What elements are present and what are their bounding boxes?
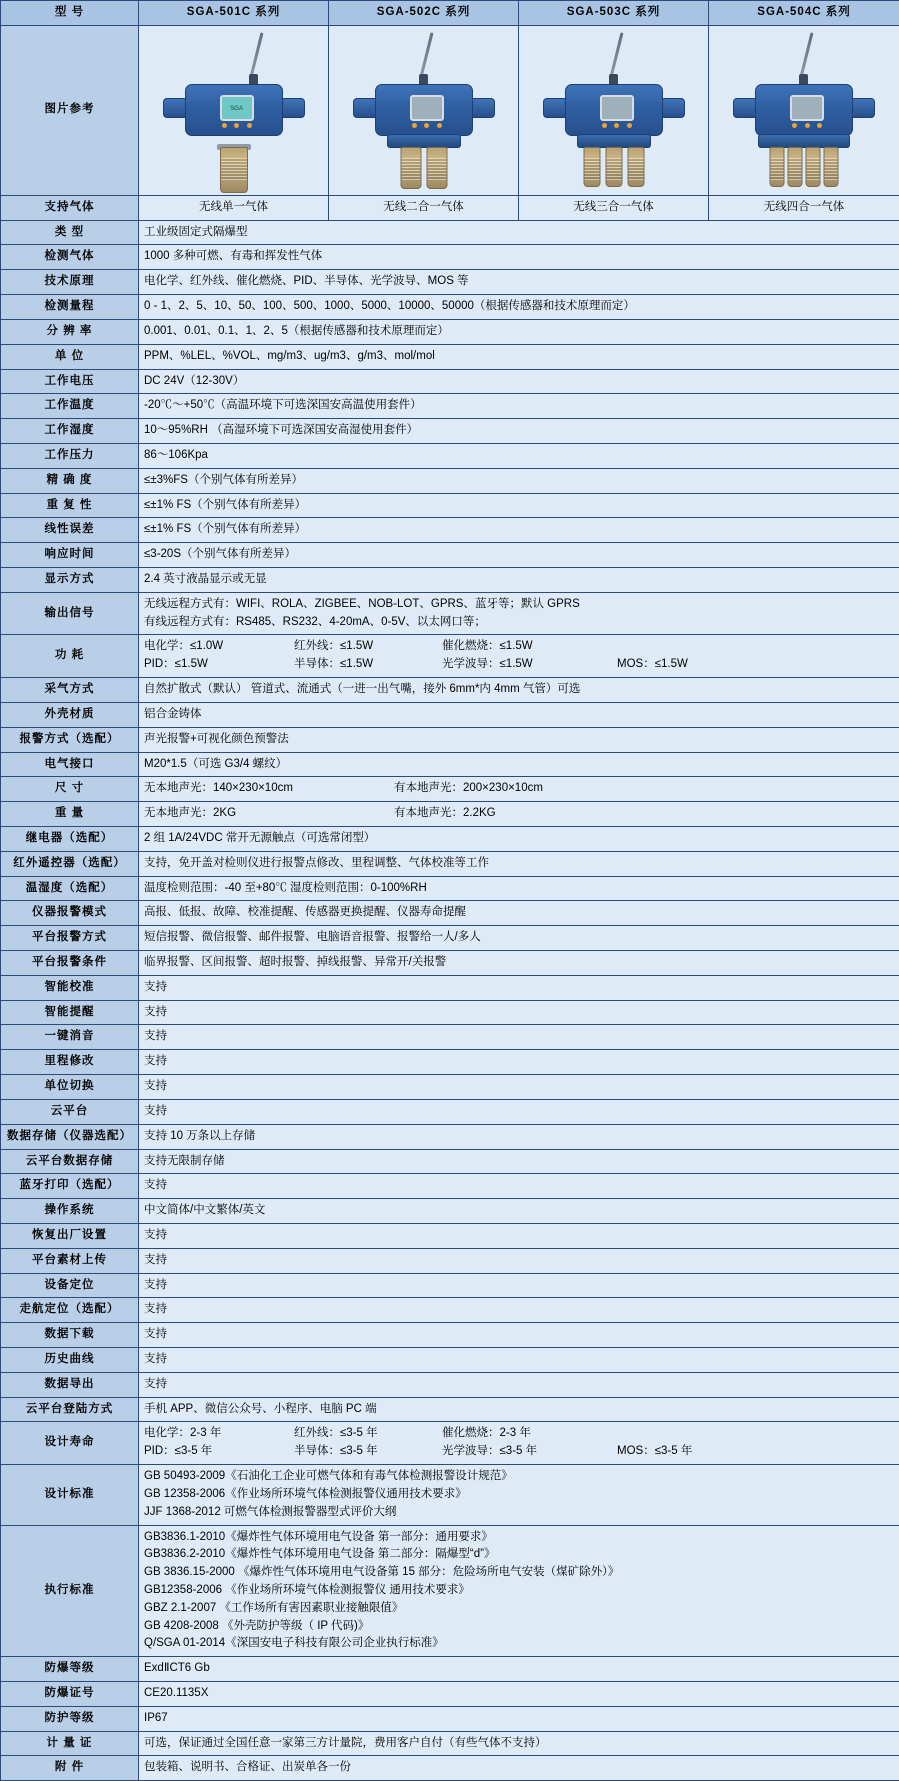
table-row <box>1 270 899 295</box>
row-label: 工作温度 <box>1 394 139 419</box>
row-label-execution-standard: 执行标准 <box>1 1525 139 1657</box>
row-value: -20℃～+50℃（高温环境下可选深国安高温使用套件） <box>139 394 899 419</box>
design-life-item: 光学波导：≤3-5 年 <box>442 1443 617 1461</box>
row-value: 中文简体/中文繁体/英文 <box>139 1199 899 1224</box>
design-life-item: 催化燃烧：2-3 年 <box>442 1425 617 1443</box>
power-item: 光学波导：≤1.5W <box>442 656 617 674</box>
lcd-text: SGA <box>222 105 252 114</box>
manifold <box>387 134 461 148</box>
gas-sensor <box>400 147 421 189</box>
column-header-model: 型 号 <box>1 1 139 26</box>
row-label: 外壳材质 <box>1 702 139 727</box>
row-label: 工作湿度 <box>1 419 139 444</box>
row-label: 附 件 <box>1 1756 139 1781</box>
row-label: 检测气体 <box>1 245 139 270</box>
row-label: 温湿度（选配） <box>1 876 139 901</box>
row-label: 一键消音 <box>1 1025 139 1050</box>
sensor-group <box>770 147 839 187</box>
row-label: 线性误差 <box>1 518 139 543</box>
button-row <box>412 123 442 129</box>
output-signal-value <box>139 592 899 635</box>
row-value: CE20.1135X <box>139 1682 899 1707</box>
table-row <box>1 1050 899 1075</box>
row-value: 工业级固定式隔爆型 <box>139 220 899 245</box>
design-life-line-1 <box>144 1425 894 1443</box>
table-row <box>1 369 899 394</box>
gas-sensor <box>788 147 803 187</box>
size-item: 有本地声光：200×230×10cm <box>394 780 543 798</box>
power-item: 半导体：≤1.5W <box>294 656 442 674</box>
row-label: 云平台数据存储 <box>1 1149 139 1174</box>
row-value: 温度检则范围：-40 至+80℃ 湿度检则范围：0-100%RH <box>139 876 899 901</box>
manifold <box>577 134 651 148</box>
gas-sensor <box>627 147 644 187</box>
table-row <box>1 1174 899 1199</box>
size-line <box>144 780 894 798</box>
row-value: PPM、%LEL、%VOL、mg/m3、ug/m3、g/m3、mol/mol <box>139 344 899 369</box>
device-illustration-1 <box>159 30 309 190</box>
output-signal-row <box>1 592 899 635</box>
design-life-item: PID：≤3-5 年 <box>144 1443 294 1461</box>
row-label: 云平台 <box>1 1099 139 1124</box>
support-gas-2: 无线三合一气体 <box>519 195 709 220</box>
weight-line <box>144 805 894 823</box>
row-value: ≤3-20S（个别气体有所差异） <box>139 543 899 568</box>
table-row <box>1 1124 899 1149</box>
row-value: 86～106Kpa <box>139 443 899 468</box>
model-name-3: SGA-504C 系列 <box>709 1 899 26</box>
lcd-display <box>220 95 254 121</box>
table-row <box>1 951 899 976</box>
support-gas-3: 无线四合一气体 <box>709 195 899 220</box>
standard-line: GB 3836.15-2000 《爆炸性气体环境用电气设备第 15 部分：危险场所电气安装（煤矿除外）》 <box>144 1564 894 1582</box>
weight-row <box>1 802 899 827</box>
row-label-image-reference: 图片参考 <box>1 25 139 195</box>
row-label: 防护等级 <box>1 1706 139 1731</box>
row-value: 1000 多种可燃、有毒和挥发性气体 <box>139 245 899 270</box>
row-label: 历史曲线 <box>1 1348 139 1373</box>
row-value: ExdⅡCT6 Gb <box>139 1657 899 1682</box>
table-row <box>1 851 899 876</box>
model-name-2: SGA-503C 系列 <box>519 1 709 26</box>
row-label: 数据下载 <box>1 1323 139 1348</box>
row-value: M20*1.5（可选 G3/4 螺纹） <box>139 752 899 777</box>
button-row <box>602 123 632 129</box>
row-label: 工作电压 <box>1 369 139 394</box>
button-row <box>792 123 822 129</box>
row-value: 10～95%RH （高湿环境下可选深国安高湿使用套件） <box>139 419 899 444</box>
product-image-502c <box>329 25 519 195</box>
table-row <box>1 220 899 245</box>
product-image-504c <box>709 25 899 195</box>
standard-line: GB3836.2-2010《爆炸性气体环境用电气设备 第二部分：隔爆型“d”》 <box>144 1546 894 1564</box>
manifold <box>758 134 850 148</box>
row-label: 重 复 性 <box>1 493 139 518</box>
row-value: 支持，免开盖对检则仪进行报警点修改、里程调整、气体校准等工作 <box>139 851 899 876</box>
power-consumption-row <box>1 635 899 678</box>
power-line-2 <box>144 656 894 674</box>
table-row <box>1 826 899 851</box>
row-value: 支持 <box>139 1298 899 1323</box>
row-label-design-standard: 设计标准 <box>1 1465 139 1525</box>
row-label: 电气接口 <box>1 752 139 777</box>
row-label: 恢复出厂设置 <box>1 1223 139 1248</box>
button-row <box>222 123 252 129</box>
row-label: 继电器（选配） <box>1 826 139 851</box>
design-life-item: 电化学：2-3 年 <box>144 1425 294 1443</box>
power-line-1 <box>144 638 894 656</box>
row-value: 包装箱、说明书、合格证、出炭单各一份 <box>139 1756 899 1781</box>
execution-standard-value <box>139 1525 899 1657</box>
row-value: 0 - 1、2、5、10、50、100、500、1000、5000、10000、50000（根据传感器和技术原理而定） <box>139 295 899 320</box>
row-value: 支持 <box>139 1348 899 1373</box>
row-label: 数据导出 <box>1 1372 139 1397</box>
size-item: 无本地声光：140×230×10cm <box>144 780 394 798</box>
row-label: 平台报警条件 <box>1 951 139 976</box>
table-row <box>1 295 899 320</box>
row-value: 支持 <box>139 1248 899 1273</box>
row-label-output-signal: 输出信号 <box>1 592 139 635</box>
row-label: 分 辨 率 <box>1 319 139 344</box>
output-signal-wireless: 无线远程方式有：WIFI、ROLA、ZIGBEE、NOB-LOT、GPRS、蓝牙等；默认 GPRS <box>144 596 894 614</box>
antenna-icon <box>609 33 623 78</box>
table-row <box>1 727 899 752</box>
power-value <box>139 635 899 678</box>
table-row <box>1 1323 899 1348</box>
weight-item: 有本地声光：2.2KG <box>394 805 496 823</box>
table-row <box>1 1657 899 1682</box>
table-row <box>1 1756 899 1781</box>
design-life-line-2 <box>144 1443 894 1461</box>
row-value: 支持 10 万条以上存储 <box>139 1124 899 1149</box>
row-value: 2.4 英寸液晶显示或无显 <box>139 568 899 593</box>
support-gas-0: 无线单一气体 <box>139 195 329 220</box>
device-body <box>755 84 853 136</box>
standard-line: GBZ 2.1-2007 《工作场所有害因素职业接触限值》 <box>144 1600 894 1618</box>
row-value: 可选，保证通过全国任意一家第三方计量院，费用客户自付（有些气体不支持） <box>139 1731 899 1756</box>
row-value: ≤±1% FS（个别气体有所差异） <box>139 518 899 543</box>
row-label: 平台报警方式 <box>1 926 139 951</box>
table-row <box>1 518 899 543</box>
standard-line: GB12358-2006 《作业场所环境气体检测报警仪 通用技术要求》 <box>144 1582 894 1600</box>
table-row <box>1 901 899 926</box>
row-value: 支持无限制存储 <box>139 1149 899 1174</box>
product-image-503c <box>519 25 709 195</box>
power-item: 电化学：≤1.0W <box>144 638 294 656</box>
row-value: IP67 <box>139 1706 899 1731</box>
row-value: 支持 <box>139 1273 899 1298</box>
gas-sensor <box>824 147 839 187</box>
lcd-display <box>410 95 444 121</box>
table-row <box>1 543 899 568</box>
sensor-group <box>220 147 248 193</box>
row-value: 短信报警、微信报警、邮件报警、电脑语音报警、报警给一人/多人 <box>139 926 899 951</box>
row-label: 防爆证号 <box>1 1682 139 1707</box>
table-row <box>1 1199 899 1224</box>
row-value: 支持 <box>139 1174 899 1199</box>
row-label-support-gas: 支持气体 <box>1 195 139 220</box>
table-header-row <box>1 1 899 26</box>
table-row <box>1 876 899 901</box>
row-value: ≤±1% FS（个别气体有所差异） <box>139 493 899 518</box>
table-row <box>1 1731 899 1756</box>
gas-sensor <box>220 147 248 193</box>
row-label-design-life: 设计寿命 <box>1 1422 139 1465</box>
table-row <box>1 1075 899 1100</box>
row-value: 支持 <box>139 1075 899 1100</box>
power-item: 红外线：≤1.5W <box>294 638 442 656</box>
standard-line: GB 50493-2009《石油化工企业可燃气体和有毒气体检测报警设计规范》 <box>144 1468 894 1486</box>
row-label: 响应时间 <box>1 543 139 568</box>
device-body <box>185 84 283 136</box>
row-value: 高报、低报、故障、校准提醒、传感器更换提醒、仪器寿命提醒 <box>139 901 899 926</box>
row-label: 精 确 度 <box>1 468 139 493</box>
standard-line: Q/SGA 01-2014《深国安电子科技有限公司企业执行标准》 <box>144 1635 894 1653</box>
execution-standard-row <box>1 1525 899 1657</box>
row-label: 智能校准 <box>1 975 139 1000</box>
table-row <box>1 1223 899 1248</box>
table-row <box>1 468 899 493</box>
power-item: MOS：≤1.5W <box>617 656 769 674</box>
antenna-icon <box>799 33 813 78</box>
row-label: 智能提醒 <box>1 1000 139 1025</box>
design-life-item: 半导体：≤3-5 年 <box>294 1443 442 1461</box>
antenna-icon <box>249 33 263 78</box>
design-life-row <box>1 1422 899 1465</box>
row-value: 支持 <box>139 1099 899 1124</box>
row-value: 支持 <box>139 1372 899 1397</box>
lcd-display <box>600 95 634 121</box>
table-row <box>1 1348 899 1373</box>
gas-sensor <box>806 147 821 187</box>
row-label: 平台素材上传 <box>1 1248 139 1273</box>
row-label: 红外遥控器（选配） <box>1 851 139 876</box>
design-life-value <box>139 1422 899 1465</box>
standard-line: GB 12358-2006《作业场所环境气体检测报警仪通用技术要求》 <box>144 1486 894 1504</box>
support-gas-1: 无线二合一气体 <box>329 195 519 220</box>
row-label: 数据存储（仪器选配） <box>1 1124 139 1149</box>
weight-item: 无本地声光：2KG <box>144 805 394 823</box>
standard-line: GB3836.1-2010《爆炸性气体环境用电气设备 第一部分：通用要求》 <box>144 1529 894 1547</box>
row-label: 单位切换 <box>1 1075 139 1100</box>
device-illustration-3 <box>539 30 689 190</box>
table-row <box>1 568 899 593</box>
row-label: 类 型 <box>1 220 139 245</box>
device-illustration-4 <box>729 30 879 190</box>
table-row <box>1 245 899 270</box>
row-label: 蓝牙打印（选配） <box>1 1174 139 1199</box>
row-label-size: 尺 寸 <box>1 777 139 802</box>
gas-sensor <box>770 147 785 187</box>
model-name-0: SGA-501C 系列 <box>139 1 329 26</box>
row-value: 2 组 1A/24VDC 常开无源触点（可选常闭型） <box>139 826 899 851</box>
row-label: 走航定位（选配） <box>1 1298 139 1323</box>
row-label: 工作压力 <box>1 443 139 468</box>
standard-line: JJF 1368-2012 可燃气体检测报警器型式评价大纲 <box>144 1504 894 1522</box>
design-life-item: 红外线：≤3-5 年 <box>294 1425 442 1443</box>
table-row <box>1 1397 899 1422</box>
row-value: 支持 <box>139 1323 899 1348</box>
table-row <box>1 443 899 468</box>
row-value: 支持 <box>139 1000 899 1025</box>
row-value: ≤±3%FS（个别气体有所差异） <box>139 468 899 493</box>
table-row <box>1 1682 899 1707</box>
table-row <box>1 1372 899 1397</box>
row-value: 支持 <box>139 1025 899 1050</box>
weight-value <box>139 802 899 827</box>
row-label: 防爆等级 <box>1 1657 139 1682</box>
row-value: 声光报警+可视化颜色预警法 <box>139 727 899 752</box>
table-row <box>1 975 899 1000</box>
device-body <box>565 84 663 136</box>
row-value: 自然扩散式（默认） 管道式、流通式（一进一出气嘴，接外 6mm*内 4mm 气管）可选 <box>139 678 899 703</box>
sensor-group <box>400 147 447 189</box>
table-row <box>1 1273 899 1298</box>
row-label: 操作系统 <box>1 1199 139 1224</box>
device-illustration-2 <box>349 30 499 190</box>
row-label-weight: 重 量 <box>1 802 139 827</box>
row-label: 计 量 证 <box>1 1731 139 1756</box>
row-label-power: 功 耗 <box>1 635 139 678</box>
row-value: DC 24V（12-30V） <box>139 369 899 394</box>
output-signal-wired: 有线远程方式有：RS485、RS232、4-20mA、0-5V、以太网口等； <box>144 614 894 632</box>
row-value: 临界报警、区间报警、超时报警、掉线报警、异常开/关报警 <box>139 951 899 976</box>
table-row <box>1 394 899 419</box>
table-row <box>1 1248 899 1273</box>
table-row <box>1 1149 899 1174</box>
table-row <box>1 702 899 727</box>
table-row <box>1 1025 899 1050</box>
row-value: 铝合金铸体 <box>139 702 899 727</box>
table-row <box>1 1706 899 1731</box>
table-row <box>1 678 899 703</box>
table-row <box>1 319 899 344</box>
row-label: 仪器报警模式 <box>1 901 139 926</box>
table-row <box>1 1000 899 1025</box>
row-value: 支持 <box>139 1050 899 1075</box>
antenna-icon <box>419 33 433 78</box>
size-row <box>1 777 899 802</box>
row-label: 检测量程 <box>1 295 139 320</box>
power-item: PID：≤1.5W <box>144 656 294 674</box>
model-name-1: SGA-502C 系列 <box>329 1 519 26</box>
design-standard-row <box>1 1465 899 1525</box>
table-row <box>1 419 899 444</box>
row-label: 云平台登陆方式 <box>1 1397 139 1422</box>
row-label: 报警方式（选配） <box>1 727 139 752</box>
design-life-item: MOS：≤3-5 年 <box>617 1443 769 1461</box>
row-label: 单 位 <box>1 344 139 369</box>
row-value: 支持 <box>139 975 899 1000</box>
table-row <box>1 1099 899 1124</box>
row-value: 手机 APP、微信公众号、小程序、电脑 PC 端 <box>139 1397 899 1422</box>
row-value: 0.001、0.01、0.1、1、2、5（根据传感器和技术原理而定） <box>139 319 899 344</box>
sensor-group <box>583 147 644 187</box>
row-label: 采气方式 <box>1 678 139 703</box>
device-body <box>375 84 473 136</box>
row-label: 显示方式 <box>1 568 139 593</box>
row-value: 电化学、红外线、催化燃烧、PID、半导体、光学波导、MOS 等 <box>139 270 899 295</box>
table-row <box>1 344 899 369</box>
design-standard-value <box>139 1465 899 1525</box>
table-row <box>1 1298 899 1323</box>
table-row <box>1 752 899 777</box>
gas-sensor <box>426 147 447 189</box>
gas-sensor <box>583 147 600 187</box>
row-value: 支持 <box>139 1223 899 1248</box>
size-value <box>139 777 899 802</box>
row-label: 技术原理 <box>1 270 139 295</box>
gas-sensor <box>605 147 622 187</box>
table-row <box>1 926 899 951</box>
product-image-501c <box>139 25 329 195</box>
image-reference-row <box>1 25 899 195</box>
lcd-display <box>790 95 824 121</box>
row-label: 里程修改 <box>1 1050 139 1075</box>
table-row <box>1 493 899 518</box>
standard-line: GB 4208-2008 《外壳防护等级（ IP 代码)》 <box>144 1618 894 1636</box>
row-label: 设备定位 <box>1 1273 139 1298</box>
power-item: 催化燃烧：≤1.5W <box>442 638 617 656</box>
support-gas-row <box>1 195 899 220</box>
